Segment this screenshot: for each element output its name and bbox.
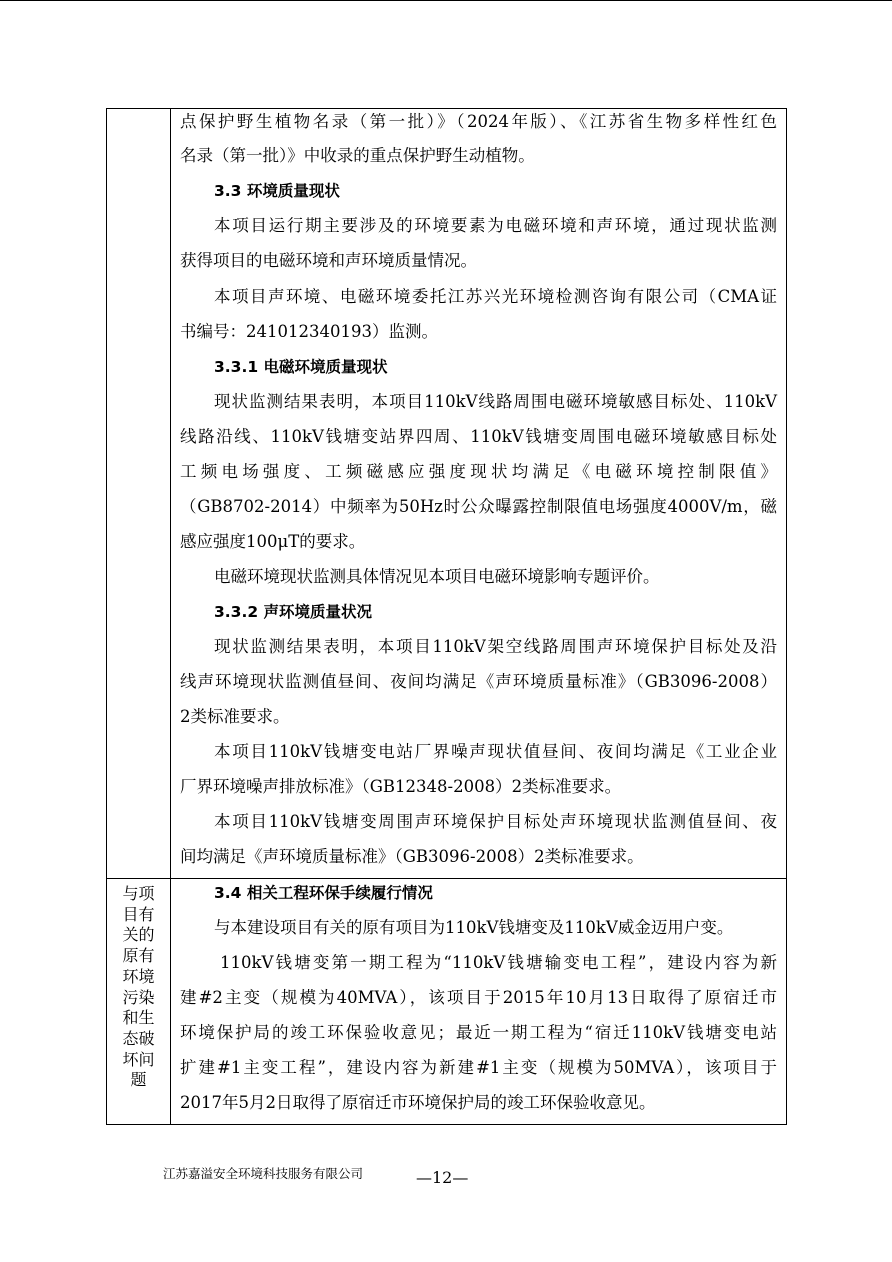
text-line: 感应强度100μT的要求。: [180, 532, 366, 551]
row-label-char: 污染: [122, 987, 155, 1007]
page-number: —12—: [416, 1168, 469, 1187]
row-label-char: 和生: [122, 1008, 155, 1028]
text-line: 书编号：241012340193）监测。: [180, 322, 438, 341]
row-label-related-issues: [107, 884, 170, 1091]
row-label-char: 原有: [122, 946, 155, 966]
text-line: 现状监测结果表明，本项目110kV线路周围电磁环境敏感目标处、110kV: [214, 392, 777, 411]
row-label-char: 坏问: [122, 1049, 155, 1069]
text-line: 本项目110kV钱塘变电站厂界噪声现状值昼间、夜间均满足《工业企业: [214, 742, 777, 761]
top-border-line: [0, 0, 892, 1]
text-line: 本项目110kV钱塘变周围声环境保护目标处声环境现状监测值昼间、夜: [214, 812, 777, 831]
row-divider: [106, 878, 787, 879]
text-line: 与本建设项目有关的原有项目为110kV钱塘变及110kV威金迈用户变。: [214, 918, 734, 937]
text-line: 名录（第一批）》中收录的重点保护野生动植物。: [180, 146, 535, 165]
section-heading-3-3-2: 3.3.2 声环境质量状况: [214, 603, 373, 621]
text-line: 2类标准要求。: [180, 707, 290, 726]
text-line: 110kV钱塘变第一期工程为“110kV钱塘输变电工程”，建设内容为新: [220, 953, 777, 972]
text-line: 获得项目的电磁环境和声环境质量情况。: [180, 251, 477, 270]
section-heading-3-3: 3.3 环境质量现状: [214, 182, 340, 200]
text-line: 工频电场强度、工频磁感应强度现状均满足《电磁环境控制限值》: [180, 462, 777, 481]
text-line: 建#2主变（规模为40MVA），该项目于2015年10月13日取得了原宿迁市: [180, 988, 777, 1007]
column-divider: [170, 108, 171, 1125]
text-line: 现状监测结果表明，本项目110kV架空线路周围声环境保护目标处及沿: [214, 637, 777, 656]
text-line: （GB8702-2014）中频率为50Hz时公众曝露控制限值电场强度4000V/m，磁: [180, 497, 777, 516]
row-label-char: 题: [130, 1070, 147, 1090]
text-line: 扩建#1主变工程”，建设内容为新建#1主变（规模为50MVA），该项目于: [180, 1058, 777, 1077]
text-line: 环境保护局的竣工环保验收意见；最近一期工程为“宿迁110kV钱塘变电站: [180, 1023, 777, 1042]
text-line: 线声环境现状监测值昼间、夜间均满足《声环境质量标准》（GB3096-2008）: [180, 672, 777, 691]
text-line: 本项目运行期主要涉及的环境要素为电磁环境和声环境，通过现状监测: [214, 216, 777, 235]
row-label-char: 与项: [122, 884, 155, 903]
text-line: 本项目声环境、电磁环境委托江苏兴光环境检测咨询有限公司（CMA证: [214, 287, 777, 306]
text-line: 点保护野生植物名录（第一批）》（2024年版）、《江苏省生物多样性红色: [180, 112, 777, 131]
section-heading-3-3-1: 3.3.1 电磁环境质量现状: [214, 358, 388, 376]
row-label-char: 目有: [122, 904, 155, 924]
text-line: 2017年5月2日取得了原宿迁市环境保护局的竣工环保验收意见。: [180, 1093, 656, 1112]
footer-company: 江苏嘉溢安全环境科技服务有限公司: [163, 1166, 364, 1181]
text-line: 电磁环境现状监测具体情况见本项目电磁环境影响专题评价。: [214, 567, 660, 586]
section-heading-3-4: 3.4 相关工程环保手续履行情况: [214, 884, 433, 902]
row-label-char: 态破: [122, 1028, 155, 1048]
text-line: 间均满足《声环境质量标准》（GB3096-2008）2类标准要求。: [180, 847, 644, 866]
row-label-char: 关的: [122, 925, 155, 945]
row-label-char: 环境: [122, 966, 155, 986]
text-line: 厂界环境噪声排放标准》（GB12348-2008）2类标准要求。: [180, 777, 622, 796]
text-line: 线路沿线、110kV钱塘变站界四周、110kV钱塘变周围电磁环境敏感目标处: [180, 427, 777, 446]
